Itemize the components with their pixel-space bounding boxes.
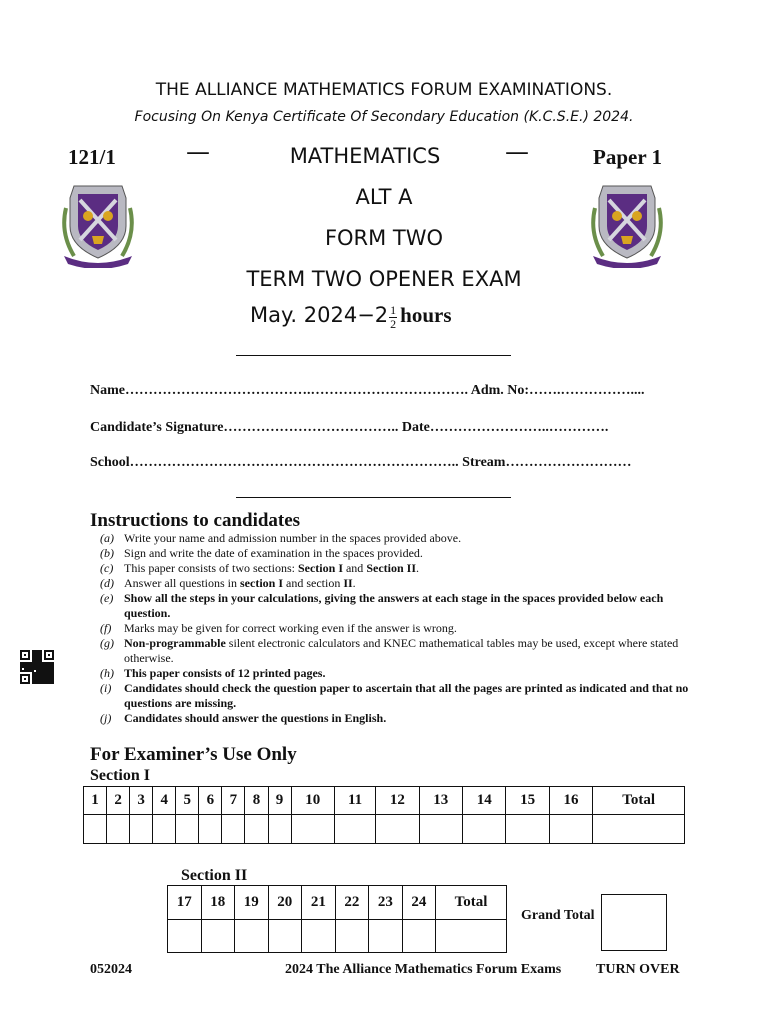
section1-score-cell-16[interactable] [549, 815, 592, 844]
instructions-list [100, 531, 690, 726]
section2-score-cell-17[interactable] [168, 920, 202, 953]
section2-header-19: 19 [235, 886, 269, 920]
instruction-item [100, 636, 690, 666]
title-dash-right: — [505, 138, 529, 166]
school-crest-right [585, 178, 669, 268]
section1-score-cell-1[interactable] [84, 815, 107, 844]
duration-prefix: May. 2024−2 [250, 303, 389, 327]
section1-header-7: 7 [222, 787, 245, 815]
paper-number: Paper 1 [593, 145, 663, 169]
exam-series-subtitle: Focusing On Kenya Certificate Of Secondary Education (K.C.S.E.) 2024. [134, 109, 634, 125]
instruction-text [124, 591, 690, 621]
section1-score-cell-6[interactable] [199, 815, 222, 844]
title-dash-left: — [186, 138, 210, 166]
instruction-text-part: II [343, 576, 353, 590]
instruction-label: (c) [100, 561, 114, 575]
divider-top [236, 355, 511, 356]
instruction-text-part: . [352, 576, 356, 590]
signature-date-field[interactable]: Candidate’s Signature……………………………….. Date……………………..…………. [90, 420, 609, 435]
section1-header-5: 5 [176, 787, 199, 815]
footer-center: 2024 The Alliance Mathematics Forum Exams [285, 962, 562, 977]
instruction-text-part: Answer all questions in [124, 576, 240, 590]
instruction-item [100, 681, 690, 711]
section1-header-4: 4 [153, 787, 176, 815]
fraction-numerator: 1 [390, 302, 397, 317]
footer-turn-over: TURN OVER [596, 962, 680, 977]
section1-score-cell-11[interactable] [334, 815, 375, 844]
instruction-label: (b) [100, 546, 114, 560]
section1-score-cell-15[interactable] [506, 815, 549, 844]
section2-header-21: 21 [302, 886, 336, 920]
section1-header-6: 6 [199, 787, 222, 815]
instruction-text [124, 546, 690, 561]
section1-score-cell-7[interactable] [222, 815, 245, 844]
section2-header-22: 22 [335, 886, 369, 920]
instruction-text-part: Candidates should check the question paper to ascertain that all the pages are printed as indicated and that no questions are missing. [124, 681, 689, 710]
section2-score-cell-20[interactable] [268, 920, 302, 953]
instruction-item [100, 531, 690, 546]
instruction-item [100, 546, 690, 561]
grand-total-label: Grand Total [521, 908, 595, 923]
section2-score-cell-total[interactable] [436, 920, 507, 953]
section2-score-cell-21[interactable] [302, 920, 336, 953]
instruction-item [100, 666, 690, 681]
fraction-denominator: 2 [390, 316, 397, 331]
section1-score-cell-12[interactable] [376, 815, 419, 844]
instruction-text-part: Section I [297, 561, 343, 575]
section1-header-15: 15 [506, 787, 549, 815]
section1-header-12: 12 [376, 787, 419, 815]
instruction-text-part: Section II [366, 561, 416, 575]
section2-header-20: 20 [268, 886, 302, 920]
section2-score-cell-22[interactable] [335, 920, 369, 953]
instruction-text [124, 636, 690, 666]
section1-score-cell-total[interactable] [593, 815, 685, 844]
instruction-label: (d) [100, 576, 114, 590]
section1-header-11: 11 [334, 787, 375, 815]
divider-bottom [236, 497, 511, 498]
section1-score-cell-10[interactable] [291, 815, 334, 844]
instruction-text [124, 711, 690, 726]
section1-header-3: 3 [130, 787, 153, 815]
section1-score-table [83, 786, 685, 844]
instruction-text [124, 531, 690, 546]
instruction-item [100, 591, 690, 621]
instruction-text-part: Write your name and admission number in the spaces provided above. [124, 531, 462, 545]
section1-header-13: 13 [419, 787, 462, 815]
section1-score-cell-14[interactable] [462, 815, 505, 844]
section1-header-9: 9 [268, 787, 291, 815]
instruction-item [100, 711, 690, 726]
section2-score-cell-18[interactable] [201, 920, 235, 953]
section1-score-cell-13[interactable] [419, 815, 462, 844]
section2-header-17: 17 [168, 886, 202, 920]
section1-score-cell-9[interactable] [268, 815, 291, 844]
section1-score-cell-2[interactable] [107, 815, 130, 844]
section1-header-2: 2 [107, 787, 130, 815]
section1-header-10: 10 [291, 787, 334, 815]
instruction-text-part: Candidates should answer the questions in English. [124, 711, 387, 725]
section1-header-14: 14 [462, 787, 505, 815]
paper-code: 121/1 [68, 145, 116, 169]
exam-series-title: THE ALLIANCE MATHEMATICS FORUM EXAMINATIONS. [155, 80, 613, 100]
section1-label: Section I [90, 767, 150, 784]
instruction-label: (g) [100, 636, 114, 650]
instruction-text [124, 681, 690, 711]
instruction-label: (h) [100, 666, 114, 680]
instruction-text-part: This paper consists of two sections: [124, 561, 298, 575]
instruction-label: (j) [100, 711, 112, 725]
instruction-item [100, 576, 690, 591]
exam-duration [250, 303, 452, 331]
instruction-text-part: section I [240, 576, 283, 590]
form-label: FORM TWO [324, 226, 444, 250]
instruction-text-part: silent electronic calculators and KNEC mathematical tables may be used, except where stated otherwise. [124, 636, 679, 665]
instruction-text-part: Marks may be given for correct working even if the answer is wrong. [124, 621, 457, 635]
section2-score-cell-23[interactable] [369, 920, 403, 953]
subject-title: MATHEMATICS [289, 144, 441, 168]
section1-score-cell-3[interactable] [130, 815, 153, 844]
section2-header-23: 23 [369, 886, 403, 920]
section2-header-24: 24 [402, 886, 436, 920]
instruction-label: (i) [100, 681, 112, 695]
duration-fraction [389, 304, 397, 331]
instruction-text-part: This paper consists of 12 printed pages. [124, 666, 326, 680]
section2-label: Section II [181, 867, 248, 884]
instruction-label: (a) [100, 531, 114, 545]
examiner-title: For Examiner’s Use Only [90, 744, 297, 765]
qr-code [20, 650, 54, 684]
instruction-text [124, 561, 690, 576]
instruction-item [100, 561, 690, 576]
section1-score-cell-5[interactable] [176, 815, 199, 844]
grand-total-box[interactable] [601, 894, 667, 951]
instruction-item [100, 621, 690, 636]
instruction-label: (e) [100, 591, 114, 605]
instruction-text [124, 576, 690, 591]
instruction-text-part: and section [283, 576, 344, 590]
instruction-text-part: Sign and write the date of examination in the spaces provided. [124, 546, 423, 560]
term-label: TERM TWO OPENER EXAM [246, 267, 522, 291]
alt-label: ALT A [355, 185, 413, 209]
section2-header-18: 18 [201, 886, 235, 920]
section2-score-cell-24[interactable] [402, 920, 436, 953]
instruction-text-part: Show all the steps in your calculations, giving the answers at each stage in the spaces provided below each question. [124, 591, 664, 620]
instruction-text-part: and [342, 561, 367, 575]
school-stream-field[interactable]: School…………………………………………………………….. Stream……………………… [90, 455, 632, 470]
instruction-label: (f) [100, 621, 112, 635]
footer-code: 052024 [90, 962, 132, 977]
section2-header-total: Total [436, 886, 507, 920]
section2-score-table [167, 885, 507, 953]
section1-header-8: 8 [245, 787, 268, 815]
instruction-text [124, 666, 690, 681]
section1-header-1: 1 [84, 787, 107, 815]
section1-score-cell-4[interactable] [153, 815, 176, 844]
school-crest-left [56, 178, 140, 268]
duration-suffix: hours [400, 303, 452, 327]
section1-header-total: Total [593, 787, 685, 815]
instruction-text-part: . [415, 561, 419, 575]
name-adm-field[interactable]: Name………………………………….……………………………. Adm. No:…….…………….... [90, 383, 645, 398]
instruction-text [124, 621, 690, 636]
section1-header-16: 16 [549, 787, 592, 815]
instruction-text-part: Non-programmable [124, 636, 226, 650]
instructions-title: Instructions to candidates [90, 510, 301, 531]
section1-score-cell-8[interactable] [245, 815, 268, 844]
section2-score-cell-19[interactable] [235, 920, 269, 953]
